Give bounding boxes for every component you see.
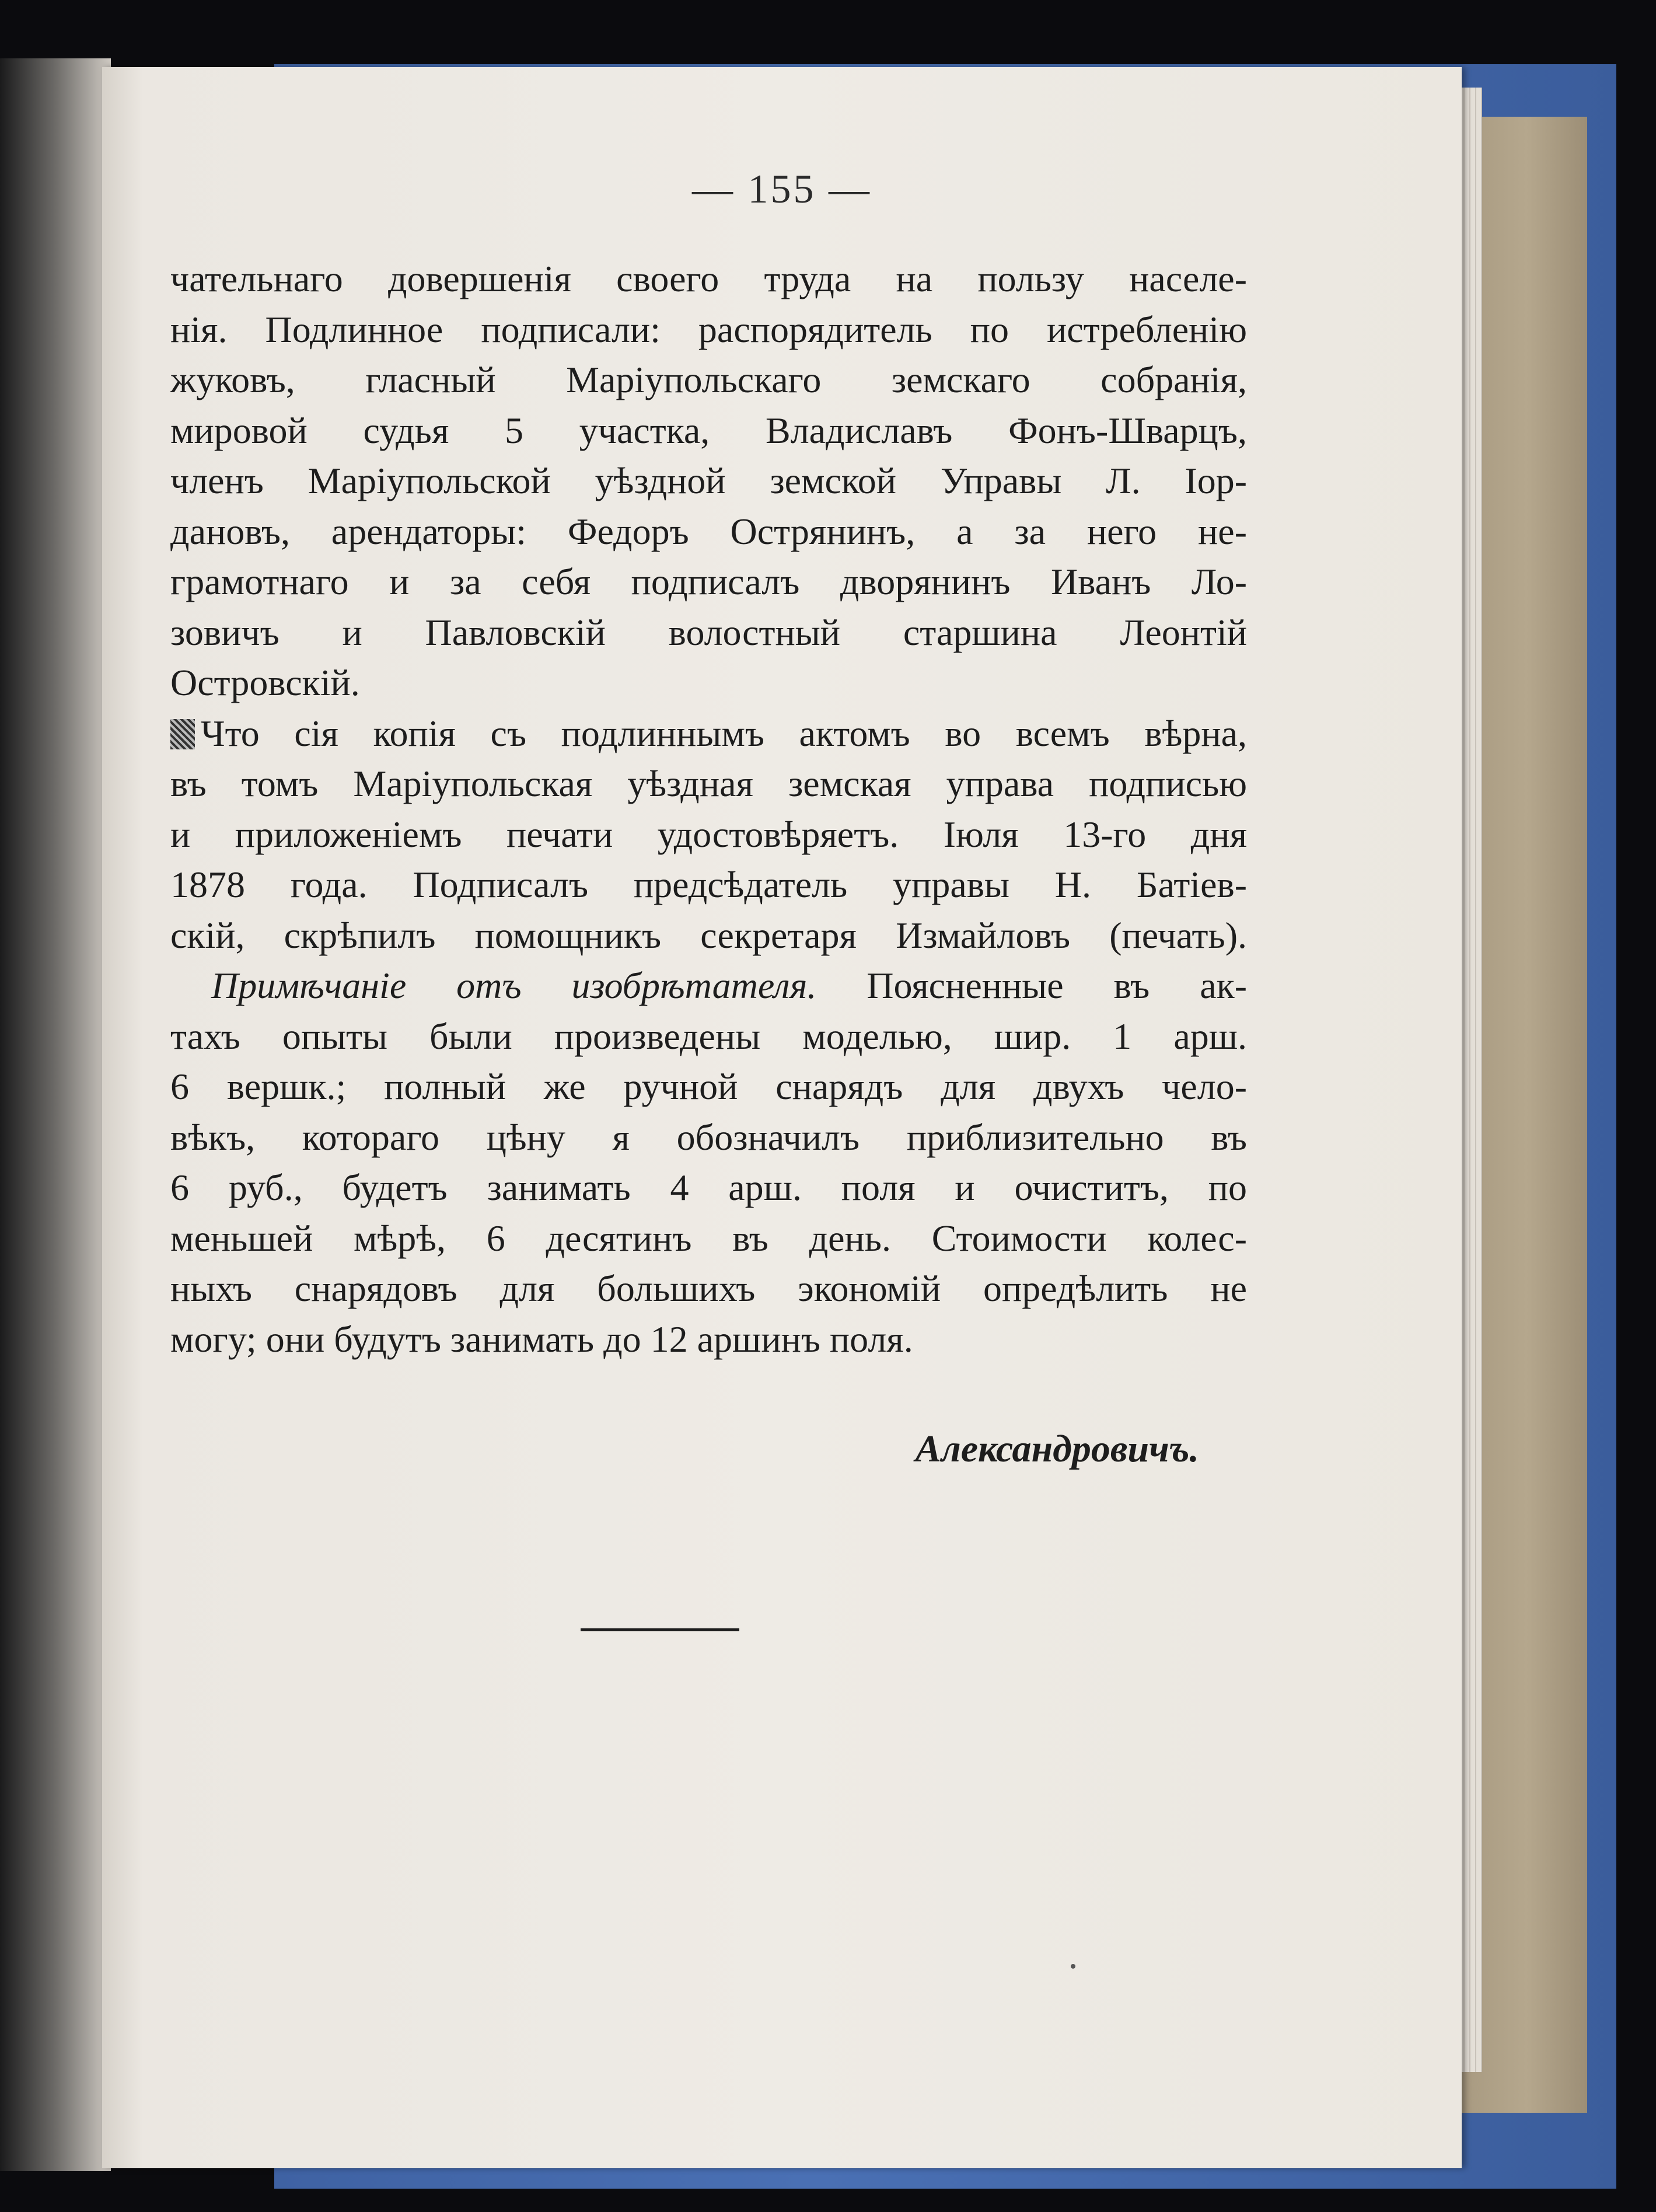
note-line: 6 руб., будетъ занимать 4 арш. поля и очиститъ, по [170, 1167, 1247, 1208]
note-text: Поясненные въ ак- [816, 965, 1248, 1006]
text-line: членъ Маріупольской уѣздной земской Управы Л. Іор- [170, 460, 1247, 501]
certification-line: и приложеніемъ печати удостовѣряетъ. Іюля 13-го дня [170, 813, 1247, 855]
text-line: жуковъ, гласный Маріупольскаго земскаго собранія, [170, 359, 1247, 400]
ink-mark-icon [170, 719, 195, 749]
page-number: — 155 — [692, 167, 872, 212]
author-signature: Александровичъ. [915, 1428, 1199, 1470]
certification-line: въ томъ Маріупольская уѣздная земская управа подписью [170, 763, 1247, 804]
note-line: меньшей мѣрѣ, 6 десятинъ въ день. Стоимости колес- [170, 1217, 1247, 1259]
note-line: ныхъ снарядовъ для большихъ экономій опредѣлить не [170, 1268, 1247, 1309]
certification-line: скій, скрѣпилъ помощникъ секретаря Измайловъ (печать). [170, 914, 1247, 956]
note-heading: Примѣчаніе отъ изобрѣтателя. [211, 965, 817, 1006]
facing-page-edge [0, 58, 111, 2171]
text-line: Островскій. [170, 662, 360, 703]
note-line: могу; они будутъ занимать до 12 аршинъ поля. [170, 1318, 913, 1360]
text-line: грамотнаго и за себя подписалъ дворянинъ Иванъ Ло- [170, 561, 1247, 602]
certification-text: Что сія копія съ подлиннымъ актомъ во всемъ вѣрна, [201, 712, 1247, 754]
text-line: чательнаго довершенія своего труда на пользу населе- [170, 258, 1247, 299]
text-line: нія. Подлинное подписали: распорядитель по истребленію [170, 308, 1247, 350]
page-body [170, 254, 1247, 1365]
certification-line: 1878 года. Подписалъ предсѣдатель управы Н. Батіев- [170, 864, 1247, 905]
note-line: тахъ опыты были произведены моделью, шир. 1 арш. [170, 1015, 1247, 1057]
book-page [102, 67, 1462, 2168]
text-line: зовичъ и Павловскій волостный старшина Леонтій [170, 611, 1247, 653]
note-line: вѣкъ, котораго цѣну я обозначилъ приблизительно въ [170, 1116, 1247, 1158]
ink-speck [1071, 1964, 1075, 1969]
text-line: мировой судья 5 участка, Владиславъ Фонъ-Шварцъ, [170, 409, 1247, 451]
end-rule [581, 1628, 739, 1631]
note-line: 6 вершк.; полный же ручной снарядъ для двухъ чело- [170, 1066, 1247, 1107]
note-line [170, 961, 1247, 1011]
text-line: дановъ, арендаторы: Федоръ Острянинъ, а за него не- [170, 510, 1247, 552]
certification-line [170, 709, 1247, 759]
